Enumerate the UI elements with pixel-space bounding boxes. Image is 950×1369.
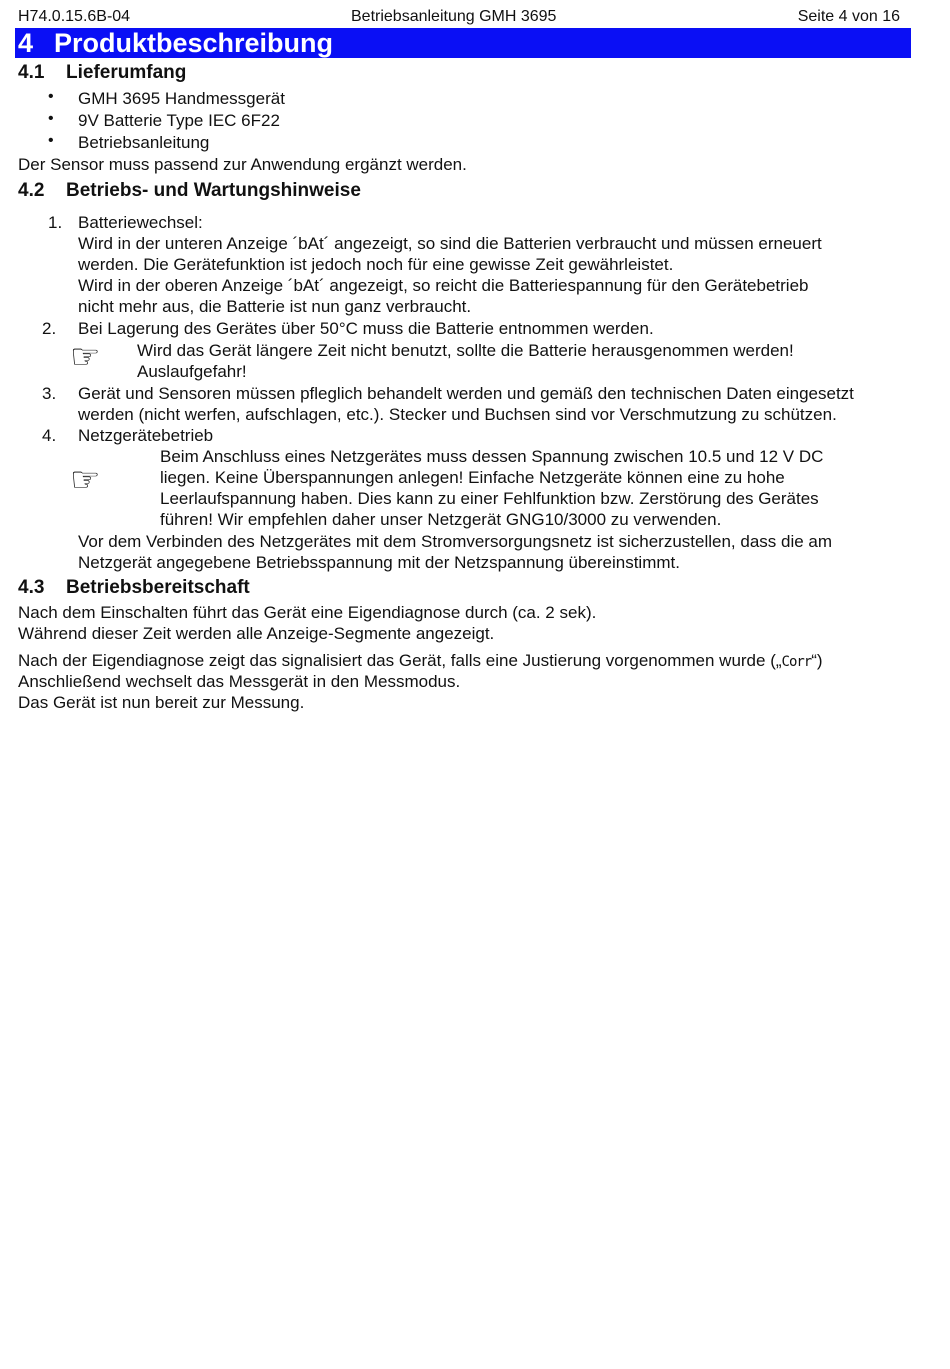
hint-line: führen! Wir empfehlen daher unser Netzgerät GNG10/3000 zu verwenden. (160, 510, 722, 529)
section-title: Betriebsbereitschaft (66, 577, 250, 598)
section-number: 4.2 (18, 180, 45, 201)
list-item: GMH 3695 Handmessgerät (78, 89, 285, 108)
paragraph-line: Während dieser Zeit werden alle Anzeige-Segmente angezeigt. (18, 624, 495, 643)
bullet-icon: • (48, 88, 54, 105)
paragraph-line (18, 650, 823, 673)
list-number: 3. (42, 384, 57, 403)
paragraph-line: Wird in der unteren Anzeige ´bAt´ angezeigt, so sind die Batterien verbraucht und müssen erneuert (78, 234, 822, 253)
paragraph-line: werden (nicht werfen, aufschlagen, etc.). Stecker und Buchsen sind vor Verschmutzung zu schützen. (78, 405, 837, 424)
paragraph-line: Gerät und Sensoren müssen pfleglich behandelt werden und gemäß den technischen Daten eingesetzt (78, 384, 854, 403)
list-item-title: Batteriewechsel: (78, 213, 203, 232)
paragraph-line: Nach dem Einschalten führt das Gerät eine Eigendiagnose durch (ca. 2 sek). (18, 603, 597, 622)
list-item-title: Netzgerätebetrieb (78, 426, 214, 445)
bullet-icon: • (48, 132, 54, 149)
document-title: Betriebsanleitung GMH 3695 (351, 8, 557, 25)
section-title: Lieferumfang (66, 62, 187, 83)
chapter-title: Produktbeschreibung (54, 28, 334, 58)
section-number: 4.3 (18, 577, 45, 598)
page-number: Seite 4 von 16 (797, 8, 900, 25)
list-number: 1. (48, 213, 63, 232)
section-number: 4.1 (18, 62, 45, 83)
chapter-heading (15, 28, 911, 58)
bullet-icon: • (48, 110, 54, 127)
hint-line: Leerlaufspannung haben. Dies kann zu einer Fehlfunktion bzw. Zerstörung des Gerätes (160, 489, 819, 508)
paragraph-line: Das Gerät ist nun bereit zur Messung. (18, 693, 305, 712)
chapter-number: 4 (18, 28, 34, 58)
paragraph-line: Bei Lagerung des Gerätes über 50°C muss die Batterie entnommen werden. (78, 319, 654, 338)
paragraph-line: Anschließend wechselt das Messgerät in den Messmodus. (18, 672, 461, 691)
paragraph-line: Vor dem Verbinden des Netzgerätes mit dem Stromversorgungsnetz ist sicherzustellen, dass die am (78, 532, 833, 551)
paragraph-line: nicht mehr aus, die Batterie ist nun ganz verbraucht. (78, 297, 472, 316)
section-title: Betriebs- und Wartungshinweise (66, 180, 361, 201)
hint-line: Wird das Gerät längere Zeit nicht benutzt, sollte die Batterie herausgenommen werden! (137, 341, 794, 360)
pointing-hand-icon: ☞ (70, 461, 101, 499)
hint-line: Auslaufgefahr! (137, 362, 247, 381)
hint-line: liegen. Keine Überspannungen anlegen! Einfache Netzgeräte können eine zu hohe (160, 468, 785, 487)
paragraph-text: “) (811, 651, 823, 670)
paragraph-line: werden. Die Gerätefunktion ist jedoch noch für eine gewisse Zeit gewährleistet. (78, 255, 674, 274)
paragraph: Der Sensor muss passend zur Anwendung ergänzt werden. (18, 155, 467, 174)
paragraph-text: Nach der Eigendiagnose zeigt das signalisiert das Gerät, falls eine Justierung vorgenommen wurde („ (18, 651, 782, 670)
page-header (18, 8, 900, 29)
list-item: Betriebsanleitung (78, 133, 210, 152)
document-id: H74.0.15.6B-04 (18, 8, 131, 25)
list-item: 9V Batterie Type IEC 6F22 (78, 111, 280, 130)
paragraph-line: Netzgerät angegebene Betriebsspannung mit der Netzspannung übereinstimmt. (78, 553, 680, 572)
list-number: 4. (42, 426, 57, 445)
pointing-hand-icon: ☞ (70, 338, 101, 376)
list-number: 2. (42, 319, 57, 338)
paragraph-line: Wird in der oberen Anzeige ´bAt´ angezeigt, so reicht die Batteriespannung für den Gerätebetrieb (78, 276, 809, 295)
display-code: Corr (781, 654, 812, 670)
hint-line: Beim Anschluss eines Netzgerätes muss dessen Spannung zwischen 10.5 und 12 V DC (160, 447, 824, 466)
